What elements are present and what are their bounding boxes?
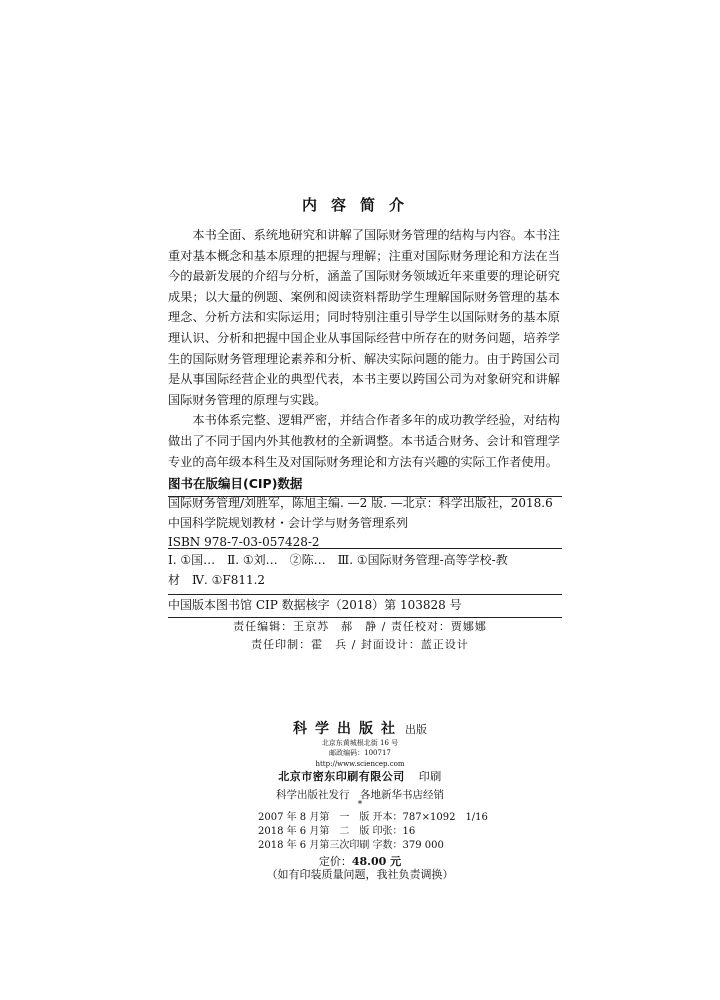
production-credits: 责任印制：霍 兵 / 封面设计：蓝正设计 <box>251 638 469 651</box>
publisher-suffix: 出版 <box>405 723 427 736</box>
printer-suffix: 印刷 <box>418 770 442 783</box>
price-value: 48.00 元 <box>351 855 402 868</box>
publisher-postcode: 邮政编码：100717 <box>329 749 391 757</box>
quality-notice: （如有印装质量问题，我社负责调换） <box>266 868 454 881</box>
price-label: 定价： <box>318 855 352 868</box>
cip-classification-line: 材 Ⅳ. ①F811.2 <box>168 573 266 587</box>
separator-star: * <box>357 800 363 810</box>
edition-line: 2007 年 8 月第 一 版 开本：787×1092 1/16 <box>258 812 488 823</box>
edition-line: 2018 年 6 月第 二 版 印张：16 <box>258 826 416 837</box>
publisher-name: 科学出版社 <box>293 721 403 737</box>
edition-line: 2018 年 6 月第三次印刷 字数：379 000 <box>258 840 444 851</box>
cip-classification-line: Ⅰ. ①国… Ⅱ. ①刘… ②陈… Ⅲ. ①国际财务管理-高等学校-教 <box>168 553 508 567</box>
cip-verification: 中国版本图书馆 CIP 数据核字（2018）第 103828 号 <box>168 594 562 618</box>
cip-entry-title: 国际财务管理/刘胜军，陈旭主编. —2 版. —北京：科学出版社，2018.6 <box>168 496 553 510</box>
cip-entries <box>168 494 562 553</box>
printer-name: 北京市密东印刷有限公司 <box>278 770 405 783</box>
publisher-address: 北京东黄城根北街 16 号 <box>321 739 399 747</box>
summary-paragraph: 本书全面、系统地研究和讲解了国际财务管理的结构与内容。本书注重对基本概念和基本原理的把握与理解；注重对国际财务理论和方法在当今的最新发展的介绍与分析，涵盖了国际财务领域近年来重要的理论研究成果；以大量的例题、案例和阅读资料帮助学生理解国际财务管理的基本理念、分析方法和实际运用；同时特别注重引导学生以国际财务的基本原理认识、分析和把握中国企业从事国际经营中所存在的财务问题，培养学生的国际财务管理理论素养和分析、解决实际问题的能力。由于跨国公司是从事国际经营企业的典型代表，本书主要以跨国公司为对象研究和讲解国际财务管理的原理与实践。 <box>168 228 560 407</box>
summary-paragraph: 本书体系完整、逻辑严密，并结合作者多年的成功教学经验，对结构做出了不同于国内外其他教材的全新调整。本书适合财务、会计和管理学专业的高年级本科生及对国际财务理论和方法有兴趣的实际工作者使用。 <box>168 413 560 469</box>
cip-entry-isbn: ISBN 978-7-03-057428-2 <box>168 535 320 549</box>
summary-title: 内容简介 <box>301 196 418 214</box>
cip-entry-series: 中国科学院规划教材・会计学与财务管理系列 <box>168 515 409 530</box>
publisher-website: http://www.sciencep.com <box>315 760 405 768</box>
distributor-line: 科学出版社发行 各地新华书店经销 <box>276 789 444 801</box>
publisher-line <box>0 718 720 738</box>
cip-classification <box>168 548 562 590</box>
summary-body <box>168 225 560 472</box>
cip-heading: 图书在版编目(CIP)数据 <box>168 474 562 497</box>
printer-line <box>0 768 720 784</box>
editor-credits: 责任编辑：王京苏 郝 静 / 责任校对：贾娜娜 <box>233 620 487 633</box>
